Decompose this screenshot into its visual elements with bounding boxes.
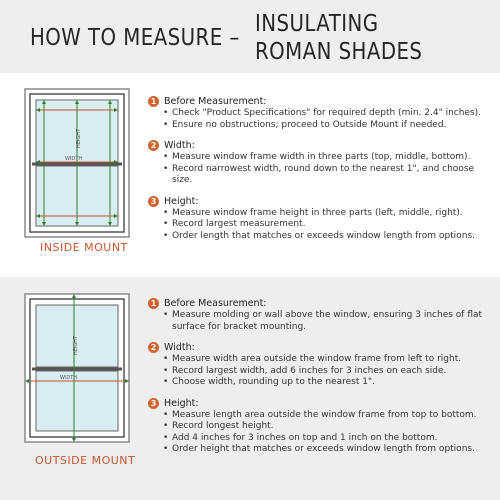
list-item: • Add 4 inches for 3 inches on top and 1 inch on the bottom. [172, 433, 496, 445]
step-title: Before Measurement: [164, 96, 267, 107]
outside-mount-label: OUTSIDE MOUNT [35, 454, 136, 467]
outside-window-illustration [24, 293, 130, 443]
step-title: Width: [164, 342, 195, 353]
outside-steps [148, 297, 496, 464]
list-item: • Order length that matches or exceeds window length from options. [172, 231, 496, 243]
height-label: HEIGHT [73, 335, 79, 355]
list-item: • Record largest measurement. [172, 219, 496, 231]
list-item: • Measure window frame height in three parts (left, middle, right). [172, 208, 496, 220]
list-item: • Measure window frame width in three parts (top, middle, bottom). [172, 152, 496, 164]
outside-step-1 [148, 297, 496, 333]
list-item: • Record longest height. [172, 421, 496, 433]
title-line-2: ROMAN SHADES [255, 39, 423, 65]
step-number-badge: 2 [148, 342, 159, 353]
title-how-to-measure: HOW TO MEASURE – [30, 25, 240, 51]
outside-step-2 [148, 341, 496, 389]
outside-mount-section [0, 277, 500, 500]
width-label: WIDTH [60, 375, 78, 381]
list-item: • Record narrowest width, round down to the nearest 1", and choose size. [172, 164, 496, 187]
height-label: HEIGHT [76, 128, 82, 148]
outside-mount-diagram [24, 293, 130, 443]
step-number-badge: 3 [148, 398, 159, 409]
inside-steps [148, 95, 496, 250]
list-item: • Choose width, rounding up to the nearest 1". [172, 377, 496, 389]
inside-mount-diagram [24, 88, 130, 238]
list-item: • Order height that matches or exceeds window length from options. [172, 444, 496, 456]
step-title: Height: [164, 397, 199, 409]
list-item: • Measure molding or wall above the window, ensuring 3 inches of flat surface for bracket mounting. [172, 310, 496, 333]
step-title: Before Measurement: [164, 298, 267, 309]
step-number-badge: 1 [148, 298, 159, 309]
list-item: • Ensure no obstructions; proceed to Outside Mount if needed. [172, 120, 496, 132]
list-item: • Record largest width, add 6 inches for 3 inches on each side. [172, 366, 496, 378]
inside-step-1 [148, 95, 496, 131]
list-item: • Check "Product Specifications" for required depth (min. 2.4" inches). [172, 108, 496, 120]
step-number-badge: 1 [148, 96, 159, 107]
inside-step-3 [148, 195, 496, 243]
outside-step-3 [148, 397, 496, 456]
step-number-badge: 2 [148, 140, 159, 151]
width-label: WIDTH [65, 156, 83, 162]
list-item: • Measure length area outside the window frame from top to bottom. [172, 410, 496, 422]
step-number-badge: 3 [148, 196, 159, 207]
title-line-1: INSULATING [255, 11, 379, 37]
title-product [255, 10, 422, 66]
page-header [0, 0, 500, 73]
inside-mount-label: INSIDE MOUNT [40, 241, 128, 254]
list-item: • Measure width area outside the window frame from left to right. [172, 354, 496, 366]
inside-window-illustration [24, 88, 130, 238]
inside-step-2 [148, 139, 496, 187]
step-title: Height: [164, 195, 199, 207]
inside-mount-section [0, 73, 500, 277]
step-title: Width: [164, 140, 195, 151]
